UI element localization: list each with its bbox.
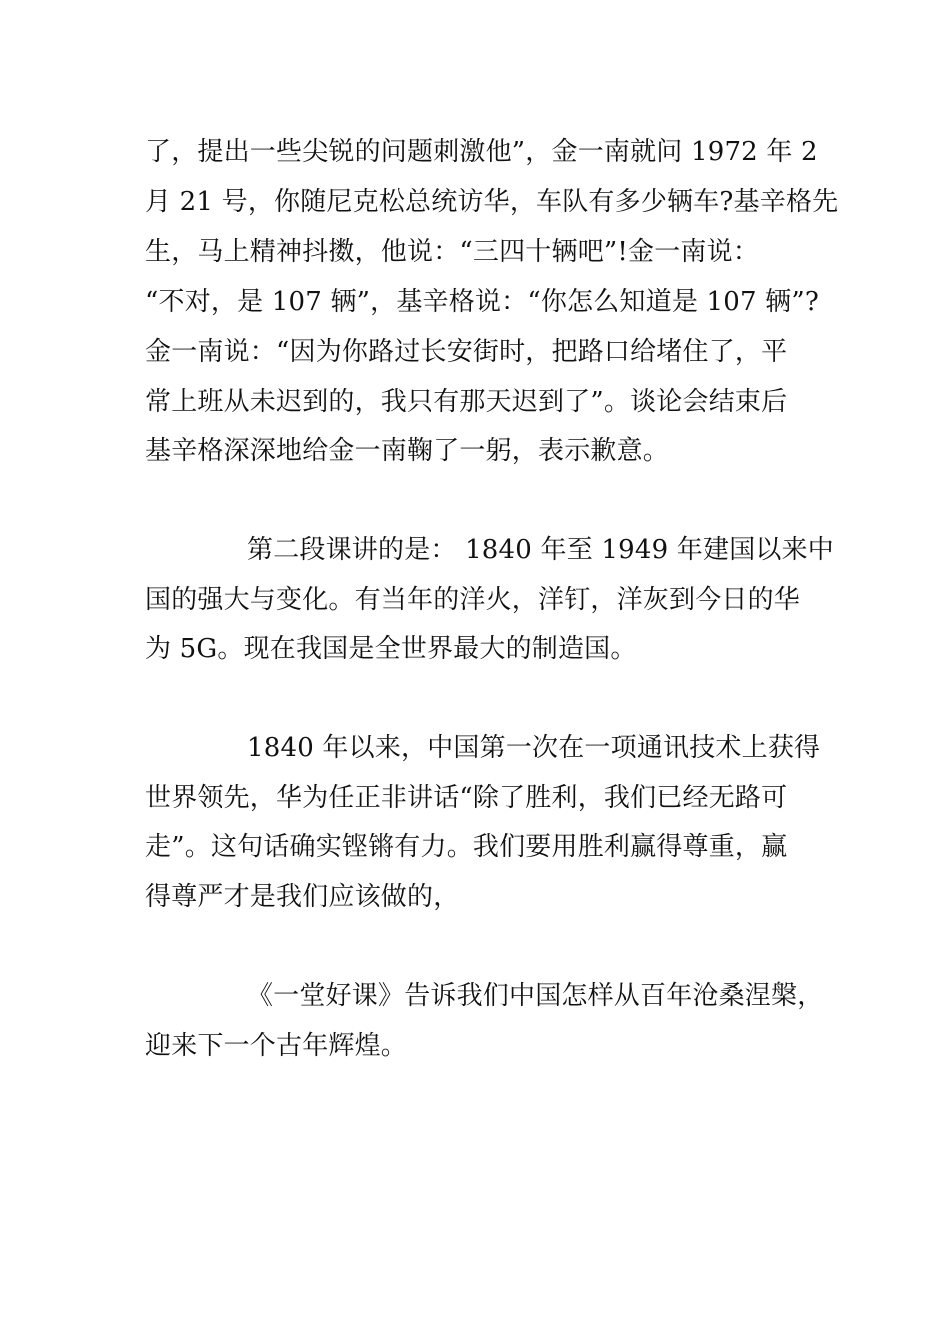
text-line: 《一堂好课》告诉我们中国怎样从百年沧桑涅槃， (247, 981, 824, 1011)
text-line: 常上班从未迟到的，我只有那天迟到了”。谈论会结束后 (145, 387, 788, 417)
text-line: 世界领先，华为任正非讲话“除了胜利，我们已经无路可 (145, 783, 788, 813)
text-line: 为 5G。现在我国是全世界最大的制造国。 (145, 634, 637, 664)
text-line: 生，马上精神抖擞，他说：“三四十辆吧”!金一南说： (145, 237, 760, 267)
text-line: “不对，是 107 辆”，基辛格说：“你怎么知道是 107 辆”? (145, 287, 820, 317)
text-line: 第二段课讲的是： 1840 年至 1949 年建国以来中 (247, 535, 834, 565)
text-line: 1840 年以来，中国第一次在一项通讯技术上获得 (247, 733, 821, 763)
text-line: 了，提出一些尖锐的问题刺激他”，金一南就问 1972 年 2 (145, 137, 818, 167)
text-line: 基辛格深深地给金一南鞠了一躬，表示歉意。 (145, 436, 670, 466)
text-line: 得尊严才是我们应该做的， (145, 882, 460, 912)
text-line: 走”。这句话确实铿锵有力。我们要用胜利赢得尊重，赢 (145, 832, 788, 862)
text-line: 国的强大与变化。有当年的洋火，洋钉，洋灰到今日的华 (145, 585, 801, 615)
text-line: 迎来下一个古年辉煌。 (145, 1031, 408, 1061)
text-line: 金一南说：“因为你路过长安街时，把路口给堵住了，平 (145, 337, 788, 367)
text-line: 月 21 号，你随尼克松总统访华，车队有多少辆车?基辛格先 (145, 187, 839, 217)
